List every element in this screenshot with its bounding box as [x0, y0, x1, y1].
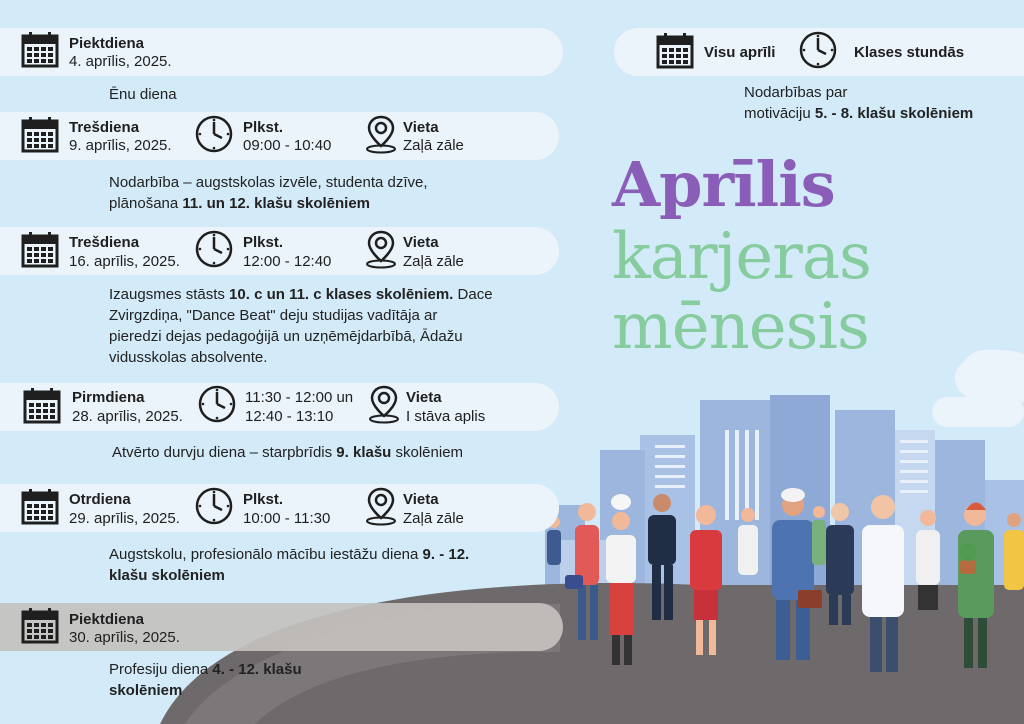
event-6-description: Profesiju diena 4. - 12. klašu skolēniem: [109, 661, 302, 699]
calendar-icon: [20, 606, 60, 646]
event-5-date: 29. aprīlis, 2025.: [69, 510, 180, 527]
event-5-time: 10:00 - 11:30: [243, 510, 331, 527]
title-line-2: karjeras: [612, 220, 871, 294]
location-pin-icon: [361, 229, 401, 269]
event-5-time-label: Plkst.: [243, 491, 284, 508]
event-2-time: 09:00 - 10:40: [243, 137, 332, 154]
calendar-icon: [22, 386, 62, 426]
event-4-day: Pirmdiena: [72, 389, 145, 406]
event-2-time-label: Plkst.: [243, 119, 284, 136]
event-3-date: 16. aprīlis, 2025.: [69, 253, 180, 270]
event-4-time-second: 12:40 - 13:10: [245, 408, 334, 425]
event-3-time-label: Plkst.: [243, 234, 284, 251]
calendar-icon: [20, 230, 60, 270]
event-1-description: Ēnu diena: [109, 86, 177, 103]
event-1-date: 4. aprīlis, 2025.: [69, 53, 172, 70]
event-3-place: Zaļā zāle: [403, 253, 464, 270]
event-5-description: Augstskolu, profesionālo mācību iestāžu diena 9. - 12. klašu skolēniem: [109, 546, 470, 584]
event-4-place-label: Vieta: [406, 389, 442, 406]
event-5-day: Otrdiena: [69, 491, 131, 508]
location-pin-icon: [364, 384, 404, 424]
class-hours-label: Klases stundās: [854, 44, 965, 61]
event-1-day: Piektdiena: [69, 35, 145, 52]
calendar-icon: [20, 115, 60, 155]
event-5-place-label: Vieta: [403, 491, 439, 508]
calendar-icon: [655, 31, 695, 71]
event-2-day: Trešdiena: [69, 119, 140, 136]
location-pin-icon: [361, 486, 401, 526]
event-2-date: 9. aprīlis, 2025.: [69, 137, 172, 154]
event-2-description: Nodarbība – augstskolas izvēle, studenta dzīve, plānošana 11. un 12. klašu skolēniem: [109, 174, 428, 212]
event-2-place: Zaļā zāle: [403, 137, 464, 154]
event-3-day: Trešdiena: [69, 234, 140, 251]
event-4-time-first: 11:30 - 12:00 un: [245, 389, 354, 406]
title-line-3: mēnesis: [612, 290, 869, 364]
calendar-icon: [20, 30, 60, 70]
title-month: Aprīlis: [612, 148, 835, 221]
location-pin-icon: [361, 114, 401, 154]
event-4-place: I stāva aplis: [406, 408, 486, 425]
calendar-icon: [20, 487, 60, 527]
event-3-place-label: Vieta: [403, 234, 439, 251]
clock-icon: [197, 384, 237, 424]
event-2-place-label: Vieta: [403, 119, 439, 136]
event-3-description: Izaugsmes stāsts 10. c un 11. c klases skolēniem. Dace Zvirgzdiņa, "Dance Beat" deju studijas vadītāja ar pieredzi dejas pedagoģijā un uzņēmējdarbībā, Ādažu vidusskolas absolvente.: [109, 286, 493, 366]
event-4-description: Atvērto durvju diena – starpbrīdis 9. klašu skolēniem: [112, 444, 464, 461]
clock-icon: [194, 229, 234, 269]
event-6-date: 30. aprīlis, 2025.: [69, 629, 180, 646]
event-5-place: Zaļā zāle: [403, 510, 464, 527]
event-4-date: 28. aprīlis, 2025.: [72, 408, 183, 425]
clock-icon: [194, 114, 234, 154]
clock-icon: [194, 486, 234, 526]
motivation-note: Nodarbības par motivāciju 5. - 8. klašu skolēniem: [744, 84, 974, 122]
all-april-label: Visu aprīli: [704, 44, 776, 61]
event-6-day: Piektdiena: [69, 611, 145, 628]
event-3-time: 12:00 - 12:40: [243, 253, 332, 270]
clock-icon: [798, 30, 838, 70]
